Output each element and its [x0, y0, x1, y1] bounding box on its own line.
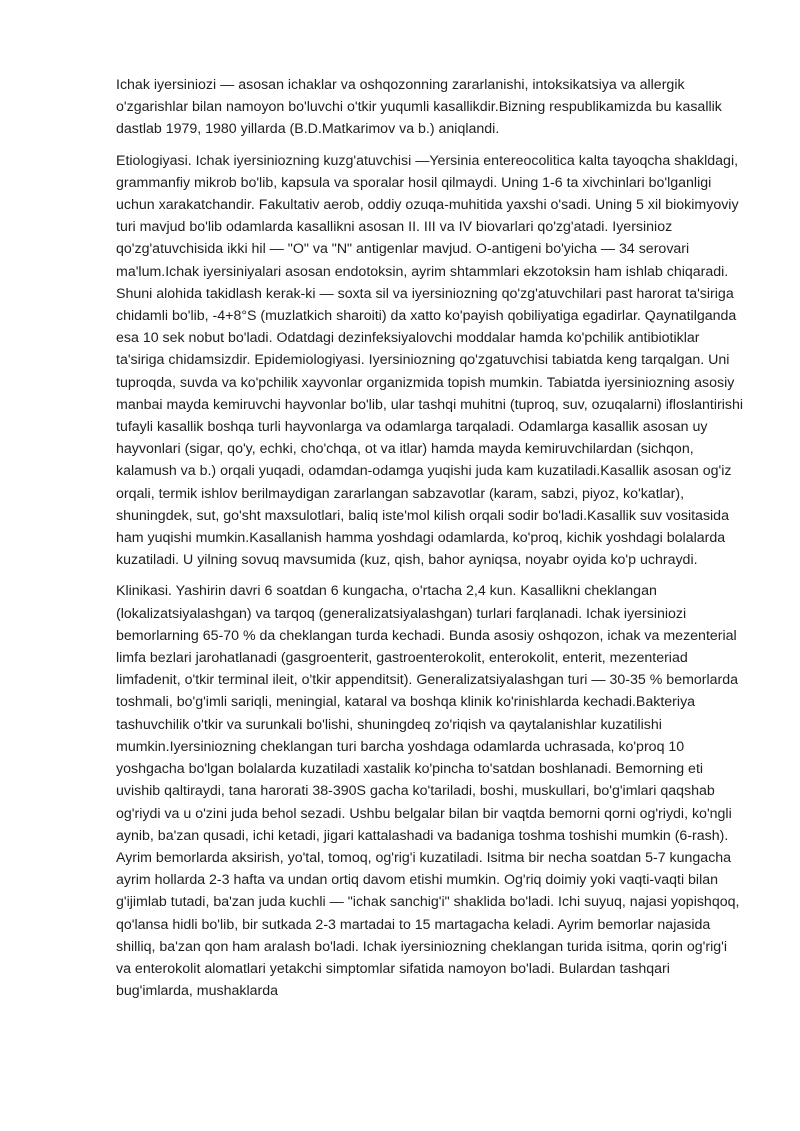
paragraph-etiology: Etiologiyasi. Ichak iyersiniozning kuzg'atuvchisi —Yersinia entereocolitica kalta tayoqcha shakldagi, grammanfiy mikrob bo'lib, kapsula va sporalar hosil qilmaydi. Uning 1-6 ta xivchinlari bo'lganligi uchun xarakatchandir. Fakultativ aerob, oddiy ozuqa-muhitida yaxshi o'sadi. Uning 5 xil biokimyoviy turi mavjud bo'lib odamlarda kasallikni asosan II. III va IV biovarlari qo'zg'atadi. Iyersinioz qo'zg'atuvchisida ikki hil — "O" va "N" antigenlar mavjud. O-antigeni bo'yicha — 34 serovari ma'lum.Ichak iyersiniyalari asosan endotoksin, ayrim shtammlari ekzotoksin ham ishlab chiqaradi. Shuni alohida takidlash kerak-ki — soxta sil va iyersiniozning qo'zg'atuvchilari past harorat ta'siriga chidamli bo'lib, -4+8°S (muzlatkich sharoiti) da xatto ko'payish qobiliyatiga egadirlar. Qaynatilganda esa 10 sek nobut bo'ladi. Odatdagi dezinfeksiyalovchi moddalar hamda ko'pchilik antibiotiklar ta'siriga chidamsizdir. Epidemiologiyasi. Iyersiniozning qo'zgatuvchisi tabiatda keng tarqalgan. Uni tuproqda, suvda va ko'pchilik xayvonlar organizmida topish mumkin. Tabiatda iyersiniozning asosiy manbai mayda kemiruvchi hayvonlar bo'lib, ular tashqi muhitni (tuproq, suv, ozuqalarni) ifloslantirishi tufayli kasallik boshqa turli hayvonlarga va odamlarga tarqaladi. Odamlarga kasallik asosan uy hayvonlari (sigar, qo'y, echki, cho'chqa, ot va itlar) hamda mayda kemiruvchilardan (sichqon, kalamush va b.) orqali yuqadi, odamdan-odamga yuqishi juda kam kuzatiladi.Kasallik asosan og'iz orqali, termik ishlov berilmaydigan zararlangan sabzavotlar (karam, sabzi, piyoz, ko'katlar), shuningdek, sut, go'sht maxsulotlari, baliq iste'mol kilish orqali sodir bo'ladi.Kasallik suv vositasida ham yuqishi mumkin.Kasallanish hamma yoshdagi odamlarda, ko'proq, kichik yoshdagi bolalarda kuzatiladi. U yilning sovuq mavsumida (kuz, qish, bahor ayniqsa, noyabr oyida ko'p uchraydi. [116, 152, 743, 569]
paragraph-clinic: Klinikasi. Yashirin davri 6 soatdan 6 kungacha, o'rtacha 2,4 kun. Kasallikni cheklangan (lokalizatsiyalashgan) va tarqoq (generalizatsiyalashgan) turlari farqlanadi. Ichak iyersiniozi bemorlarning 65-70 % da cheklangan turda kechadi. Bunda asosiy oshqozon, ichak va mezenterial limfa bezlari jarohatlanadi (gasgroenterit, gastroenterokolit, enterokolit, enterit, mezenteriad limfadenit, o'tkir terminal ileit, o'tkir appenditsit). Generalizatsiyalashgan turi — 30-35 % bemorlarda toshmali, bo'g'imli sariqli, meningial, kataral va boshqa klinik ko'rinishlarda kechadi.Bakteriya tashuvchilik o'tkir va surunkali bo'lishi, shuningdeq zo'riqish va qaytalanishlar kuzatilishi mumkin.Iyersiniozning cheklangan turi barcha yoshdaga odamlarda uchrasada, ko'proq 10 yoshgacha bo'lgan bolalarda kuzatiladi xastalik ko'pincha to'satdan boshlanadi. Bemorning eti uvishib qaltiraydi, tana harorati 38-390S gacha ko'tariladi, boshi, muskullari, bo'g'imlari qaqshab og'riydi va u o'zini juda behol sezadi. Ushbu belgalar bilan bir vaqtda bemorni qorni og'riydi, ko'ngli aynib, ba'zan qusadi, ichi ketadi, jigari kattalashadi va badaniga toshma toshishi mumkin (6-rash). Ayrim bemorlarda aksirish, yo'tal, tomoq, og'rig'i kuzatiladi. Isitma bir necha soatdan 5-7 kungacha ayrim hollarda 2-3 hafta va undan ortiq davom etishi mumkin. Og'riq doimiy yoki vaqti-vaqti bilan g'ijimlab tutadi, ba'zan juda kuchli — "ichak sanchig'i" shaklida bo'ladi. Ichi suyuq, najasi yopishqoq, qo'lansa hidli bo'lib, bir sutkada 2-3 martadai to 15 martagacha keladi. Ayrim bemorlar najasida shilliq, ba'zan qon ham aralash bo'ladi. Ichak iyersiniozning cheklangan turida isitma, qorin og'rig'i va enterokolit alomatlari yetakchi simptomlar sifatida namoyon bo'ladi. Bulardan tashqari bug'imlarda, mushaklarda [116, 583, 740, 1000]
document-page [116, 74, 744, 1011]
paragraph-intro: Ichak iyersiniozi — asosan ichaklar va oshqozonning zararlanishi, intoksikatsiya va allergik o'zgarishlar bilan namoyon bo'luvchi o'tkir yuqumli kasallikdir.Bizning respublikamizda bu kasallik dastlab 1979, 1980 yillarda (B.D.Matkarimov va b.) aniqlandi. [116, 77, 722, 138]
